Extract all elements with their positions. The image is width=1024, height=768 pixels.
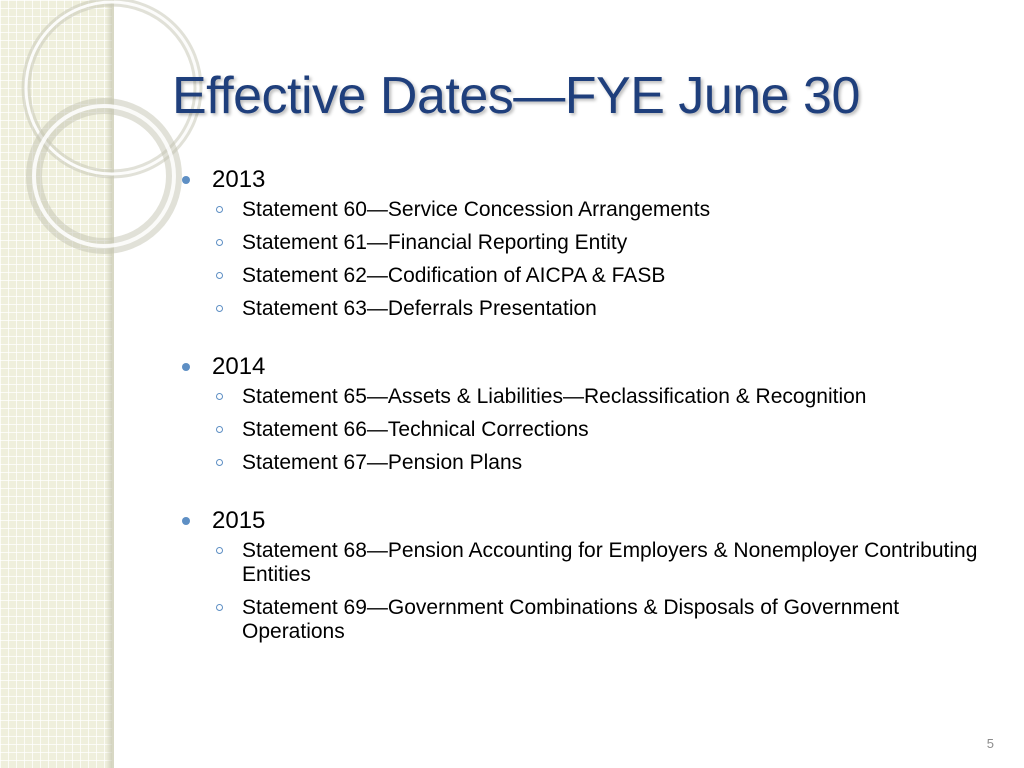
page-number: 5: [986, 736, 994, 751]
hollow-bullet-icon: [216, 459, 223, 466]
year-section-2014: [182, 351, 1002, 475]
bullet-dot-icon: [182, 517, 190, 525]
hollow-bullet-icon: [216, 426, 223, 433]
bullet-dot-icon: [182, 176, 190, 184]
list-item: [182, 198, 1002, 222]
year-row: [182, 164, 1002, 196]
statement-text: Statement 67—Pension Plans: [242, 451, 523, 474]
statement-list: [182, 539, 1002, 644]
list-item: [182, 297, 1002, 321]
hollow-bullet-icon: [216, 239, 223, 246]
list-item: [182, 264, 1002, 288]
list-item: [182, 231, 1002, 255]
statement-list: [182, 385, 1002, 475]
statement-text: Statement 61—Financial Reporting Entity: [242, 231, 628, 254]
year-section-2013: [182, 164, 1002, 321]
statement-text: Statement 65—Assets & Liabilities—Reclassification & Recognition: [242, 385, 867, 408]
year-label: 2015: [212, 507, 266, 534]
bullet-dot-icon: [182, 363, 190, 371]
hollow-bullet-icon: [216, 604, 223, 611]
year-row: [182, 351, 1002, 383]
list-item: [182, 539, 1002, 587]
list-item: [182, 418, 1002, 442]
year-section-2015: [182, 505, 1002, 644]
list-item: [182, 385, 1002, 409]
hollow-bullet-icon: [216, 206, 223, 213]
statement-list: [182, 198, 1002, 321]
statement-text: Statement 60—Service Concession Arrangements: [242, 198, 711, 221]
list-item: [182, 451, 1002, 475]
hollow-bullet-icon: [216, 305, 223, 312]
hollow-bullet-icon: [216, 272, 223, 279]
decorative-rings: [0, 0, 140, 260]
statement-text: Statement 62—Codification of AICPA & FASB: [242, 264, 666, 287]
list-item: [182, 596, 1002, 644]
hollow-bullet-icon: [216, 393, 223, 400]
year-label: 2014: [212, 353, 266, 380]
year-row: [182, 505, 1002, 537]
statement-text: Statement 66—Technical Corrections: [242, 418, 589, 441]
statement-text: Statement 69—Government Combinations & Disposals of Government Operations: [242, 596, 900, 643]
year-label: 2013: [212, 166, 266, 193]
statement-text: Statement 68—Pension Accounting for Employers & Nonemployer Contributing Entities: [242, 539, 978, 586]
slide-content: [182, 164, 1002, 674]
hollow-bullet-icon: [216, 547, 223, 554]
statement-text: Statement 63—Deferrals Presentation: [242, 297, 597, 320]
slide-title: Effective Dates—FYE June 30: [172, 67, 860, 125]
